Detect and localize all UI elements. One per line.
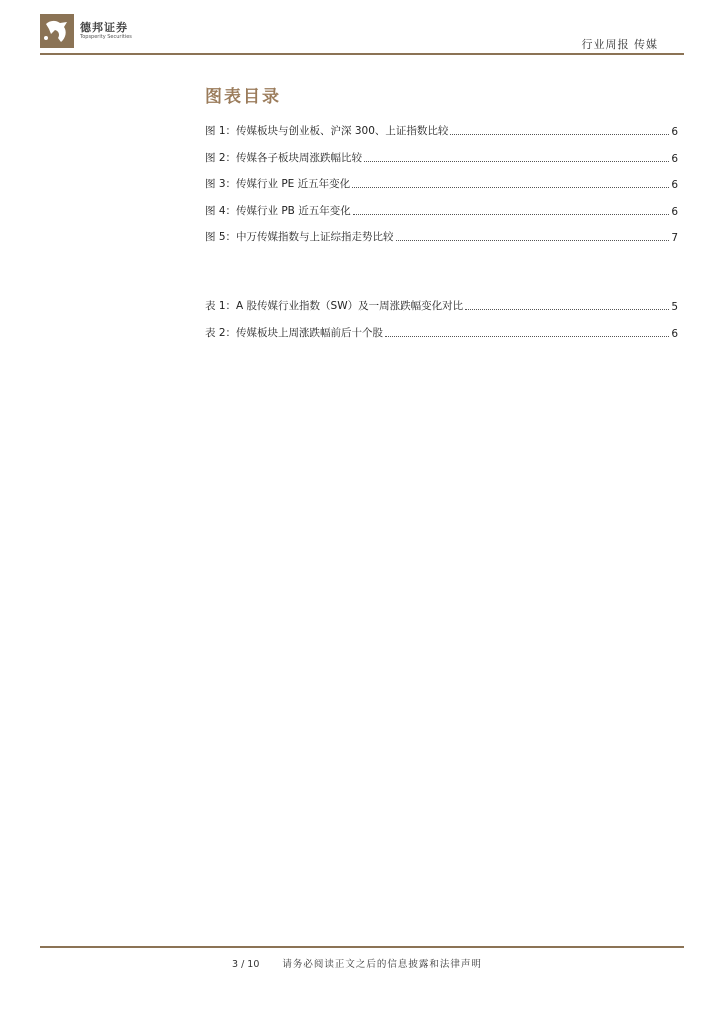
footer-divider: [40, 946, 684, 948]
legal-disclaimer: 请务必阅读正文之后的信息披露和法律声明: [282, 959, 482, 970]
page-number: 3 / 10: [232, 959, 260, 970]
toc-title: 图表目录: [205, 87, 281, 107]
dot-leader: [396, 239, 670, 241]
toc-entry-label: 图 2：传媒各子板块周涨跌幅比较: [205, 151, 363, 164]
toc-entry-label: 图 4：传媒行业 PB 近五年变化: [205, 204, 351, 217]
toc-entry-table-1[interactable]: [205, 296, 678, 313]
toc-entry-page: 6: [671, 152, 678, 165]
brand-name: 德邦证券: [80, 21, 128, 34]
toc-entry-label: 图 5：中万传媒指数与上证综指走势比较: [205, 231, 394, 243]
company-logo: [40, 14, 150, 48]
toc-entry-table-2[interactable]: [205, 323, 678, 340]
toc-entry-page: 6: [671, 327, 678, 340]
dot-leader: [465, 308, 669, 310]
dot-leader: [364, 160, 669, 162]
toc-entry-page: 6: [671, 179, 678, 191]
toc-entry-page: 5: [671, 301, 678, 313]
toc-entry-label: 表 2：传媒板块上周涨跌幅前后十个股: [205, 326, 384, 339]
toc-entry-figure-3[interactable]: [205, 174, 678, 191]
page-footer: [232, 956, 482, 970]
brand-name-en: Topsperity Securities: [80, 34, 132, 40]
toc-entry-figure-2[interactable]: [205, 148, 678, 165]
header-divider: [40, 53, 684, 55]
dot-leader: [352, 186, 669, 188]
dot-leader: [385, 335, 669, 337]
toc-entry-page: 6: [671, 205, 678, 218]
toc-entry-label: 表 1：A 股传媒行业指数（SW）及一周涨跌幅变化对比: [205, 300, 464, 312]
dot-leader: [450, 133, 669, 135]
toc-entry-figure-4[interactable]: [205, 201, 678, 218]
figure-list: [205, 121, 678, 254]
toc-entry-label: 图 1：传媒板块与创业板、沪深 300、上证指数比较: [205, 125, 449, 137]
report-category: 行业周报 传媒: [581, 38, 658, 51]
toc-entry-page: 6: [671, 126, 678, 138]
toc-entry-page: 7: [671, 232, 678, 244]
dot-leader: [353, 213, 670, 215]
table-list: [205, 296, 678, 349]
bull-logo-icon: [40, 14, 74, 48]
toc-entry-figure-5[interactable]: [205, 227, 678, 244]
toc-entry-figure-1[interactable]: [205, 121, 678, 138]
toc-entry-label: 图 3：传媒行业 PE 近五年变化: [205, 178, 351, 190]
